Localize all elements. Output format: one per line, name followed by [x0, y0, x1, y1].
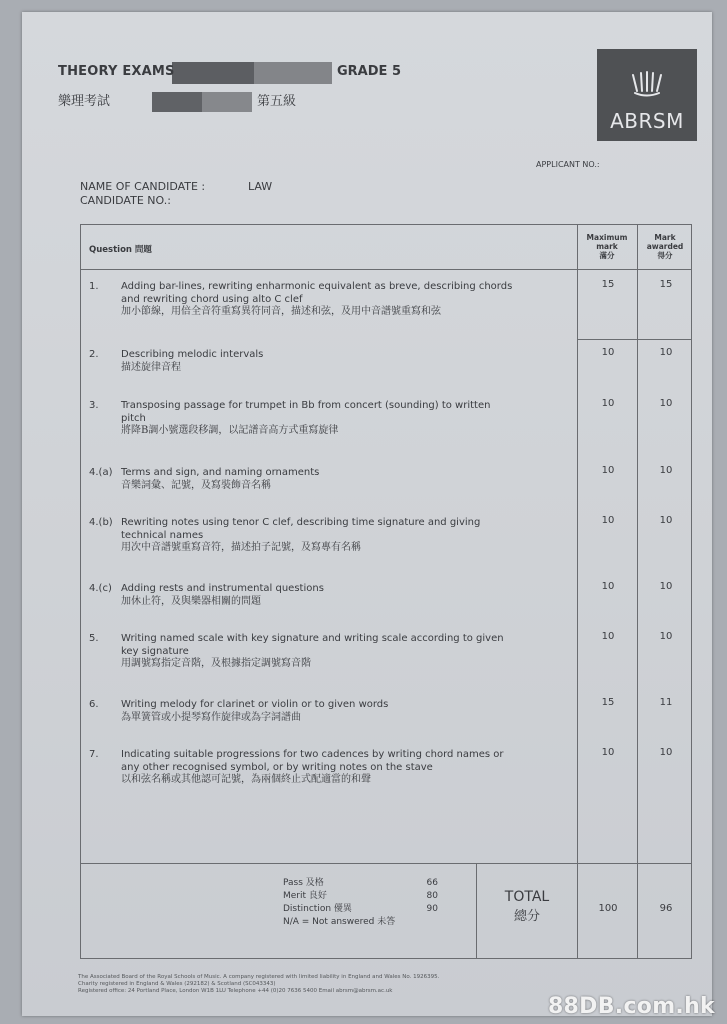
marks-table	[80, 224, 692, 959]
exam-title-en: THEORY EXAMS	[58, 64, 175, 79]
total-max: 100	[598, 903, 618, 914]
question-text: Rewriting notes using tenor C clef, describing time signature and giving technical names 用次中音譜號重寫音符，描述拍子記號，及寫專有名稱	[121, 517, 481, 553]
grade-threshold-values: 66 80 90	[426, 878, 438, 914]
redaction-block	[202, 92, 252, 112]
watermark: 88DB.com.hk	[547, 994, 715, 1019]
mark-awarded: 11	[659, 697, 673, 708]
row-divider	[81, 269, 691, 270]
question-number: 6.	[89, 699, 99, 710]
question-number: 3.	[89, 400, 99, 411]
question-number: 4.(a)	[89, 467, 113, 478]
question-text: Adding bar-lines, rewriting enharmonic equivalent as breve, describing chords and rewriting chord using alto C clef 加小節線，用倍全音符重寫異符同音，描述和弦，及用中音譜號重寫和弦	[121, 281, 513, 317]
column-divider	[577, 225, 578, 958]
max-mark: 10	[601, 347, 615, 358]
candidate-number-label: CANDIDATE NO.:	[80, 194, 171, 207]
redaction-block	[254, 62, 332, 84]
question-number: 1.	[89, 281, 99, 292]
max-mark: 10	[601, 631, 615, 642]
question-text: Writing named scale with key signature and writing scale according to given key signature 用調號寫指定音階，及根據指定調號寫音階	[121, 633, 504, 669]
question-text: Adding rests and instrumental questions 加休止符，及與樂器相關的問題	[121, 583, 324, 607]
max-mark: 15	[601, 697, 615, 708]
max-mark-header: Maximum mark 滿分	[586, 233, 628, 260]
question-text: Terms and sign, and naming ornaments 音樂詞彙、記號，及寫裝飾音名稱	[121, 467, 320, 491]
question-number: 5.	[89, 633, 99, 644]
max-mark: 15	[601, 279, 615, 290]
mark-awarded: 10	[659, 398, 673, 409]
mark-awarded: 10	[659, 581, 673, 592]
crown-icon	[629, 71, 665, 99]
mark-awarded-header: Mark awarded 得分	[646, 233, 684, 260]
logo-text: ABRSM	[610, 109, 684, 133]
grade-zh: 第五級	[257, 94, 297, 109]
max-mark: 10	[601, 581, 615, 592]
question-text: Describing melodic intervals 描述旋律音程	[121, 349, 264, 373]
candidate-name-value: LAW	[248, 180, 273, 193]
mark-awarded: 10	[659, 515, 673, 526]
question-number: 4.(b)	[89, 517, 113, 528]
row-divider	[81, 863, 691, 864]
question-header: Question 問題	[89, 245, 152, 255]
question-text: Writing melody for clarinet or violin or to given words 為單簧管或小提琴寫作旋律或為字詞譜曲	[121, 699, 389, 723]
exam-title-zh: 樂理考試	[58, 94, 111, 109]
question-text: Indicating suitable progressions for two cadences by writing chord names or any other recognised symbol, or by writing notes on the stave 以和弦名稱或其他認可記號，為兩個終止式配適當的和聲	[121, 749, 504, 785]
max-mark: 10	[601, 398, 615, 409]
footer: The Associated Board of the Royal Schools of Music. A company registered with limited liability in England and Wales No. 1926395. Charity registered in England & Wales (292182) & Scotland (SC043343) Registered office: 24 Portland Place, London W1B 1LU Telephone +44 (0)20 7636 5400 Email abrsm@abrsm.ac.uk	[78, 974, 440, 994]
exam-result-sheet	[22, 12, 712, 1016]
question-number: 4.(c)	[89, 583, 112, 594]
total-awarded: 96	[659, 903, 673, 914]
mark-awarded: 10	[659, 347, 673, 358]
question-number: 2.	[89, 349, 99, 360]
candidate-name-label: NAME OF CANDIDATE :	[80, 180, 206, 193]
mark-awarded: 10	[659, 465, 673, 476]
mark-awarded: 10	[659, 631, 673, 642]
max-mark: 10	[601, 465, 615, 476]
question-text: Transposing passage for trumpet in Bb from concert (sounding) to written pitch 將降B調小號選段移調，以記譜音高方式重寫旋律	[121, 400, 491, 436]
max-mark: 10	[601, 515, 615, 526]
total-label: TOTAL 總分	[504, 889, 550, 924]
applicant-no-label: APPLICANT NO.:	[536, 160, 600, 169]
abrsm-logo	[597, 49, 697, 141]
grade-thresholds: Pass 及格 Merit 良好 Distinction 優異 N/A = Not answered 未答	[283, 878, 396, 927]
grade-en: GRADE 5	[337, 64, 401, 79]
mark-awarded: 15	[659, 279, 673, 290]
question-number: 7.	[89, 749, 99, 760]
max-mark: 10	[601, 747, 615, 758]
row-divider	[577, 339, 691, 340]
mark-awarded: 10	[659, 747, 673, 758]
